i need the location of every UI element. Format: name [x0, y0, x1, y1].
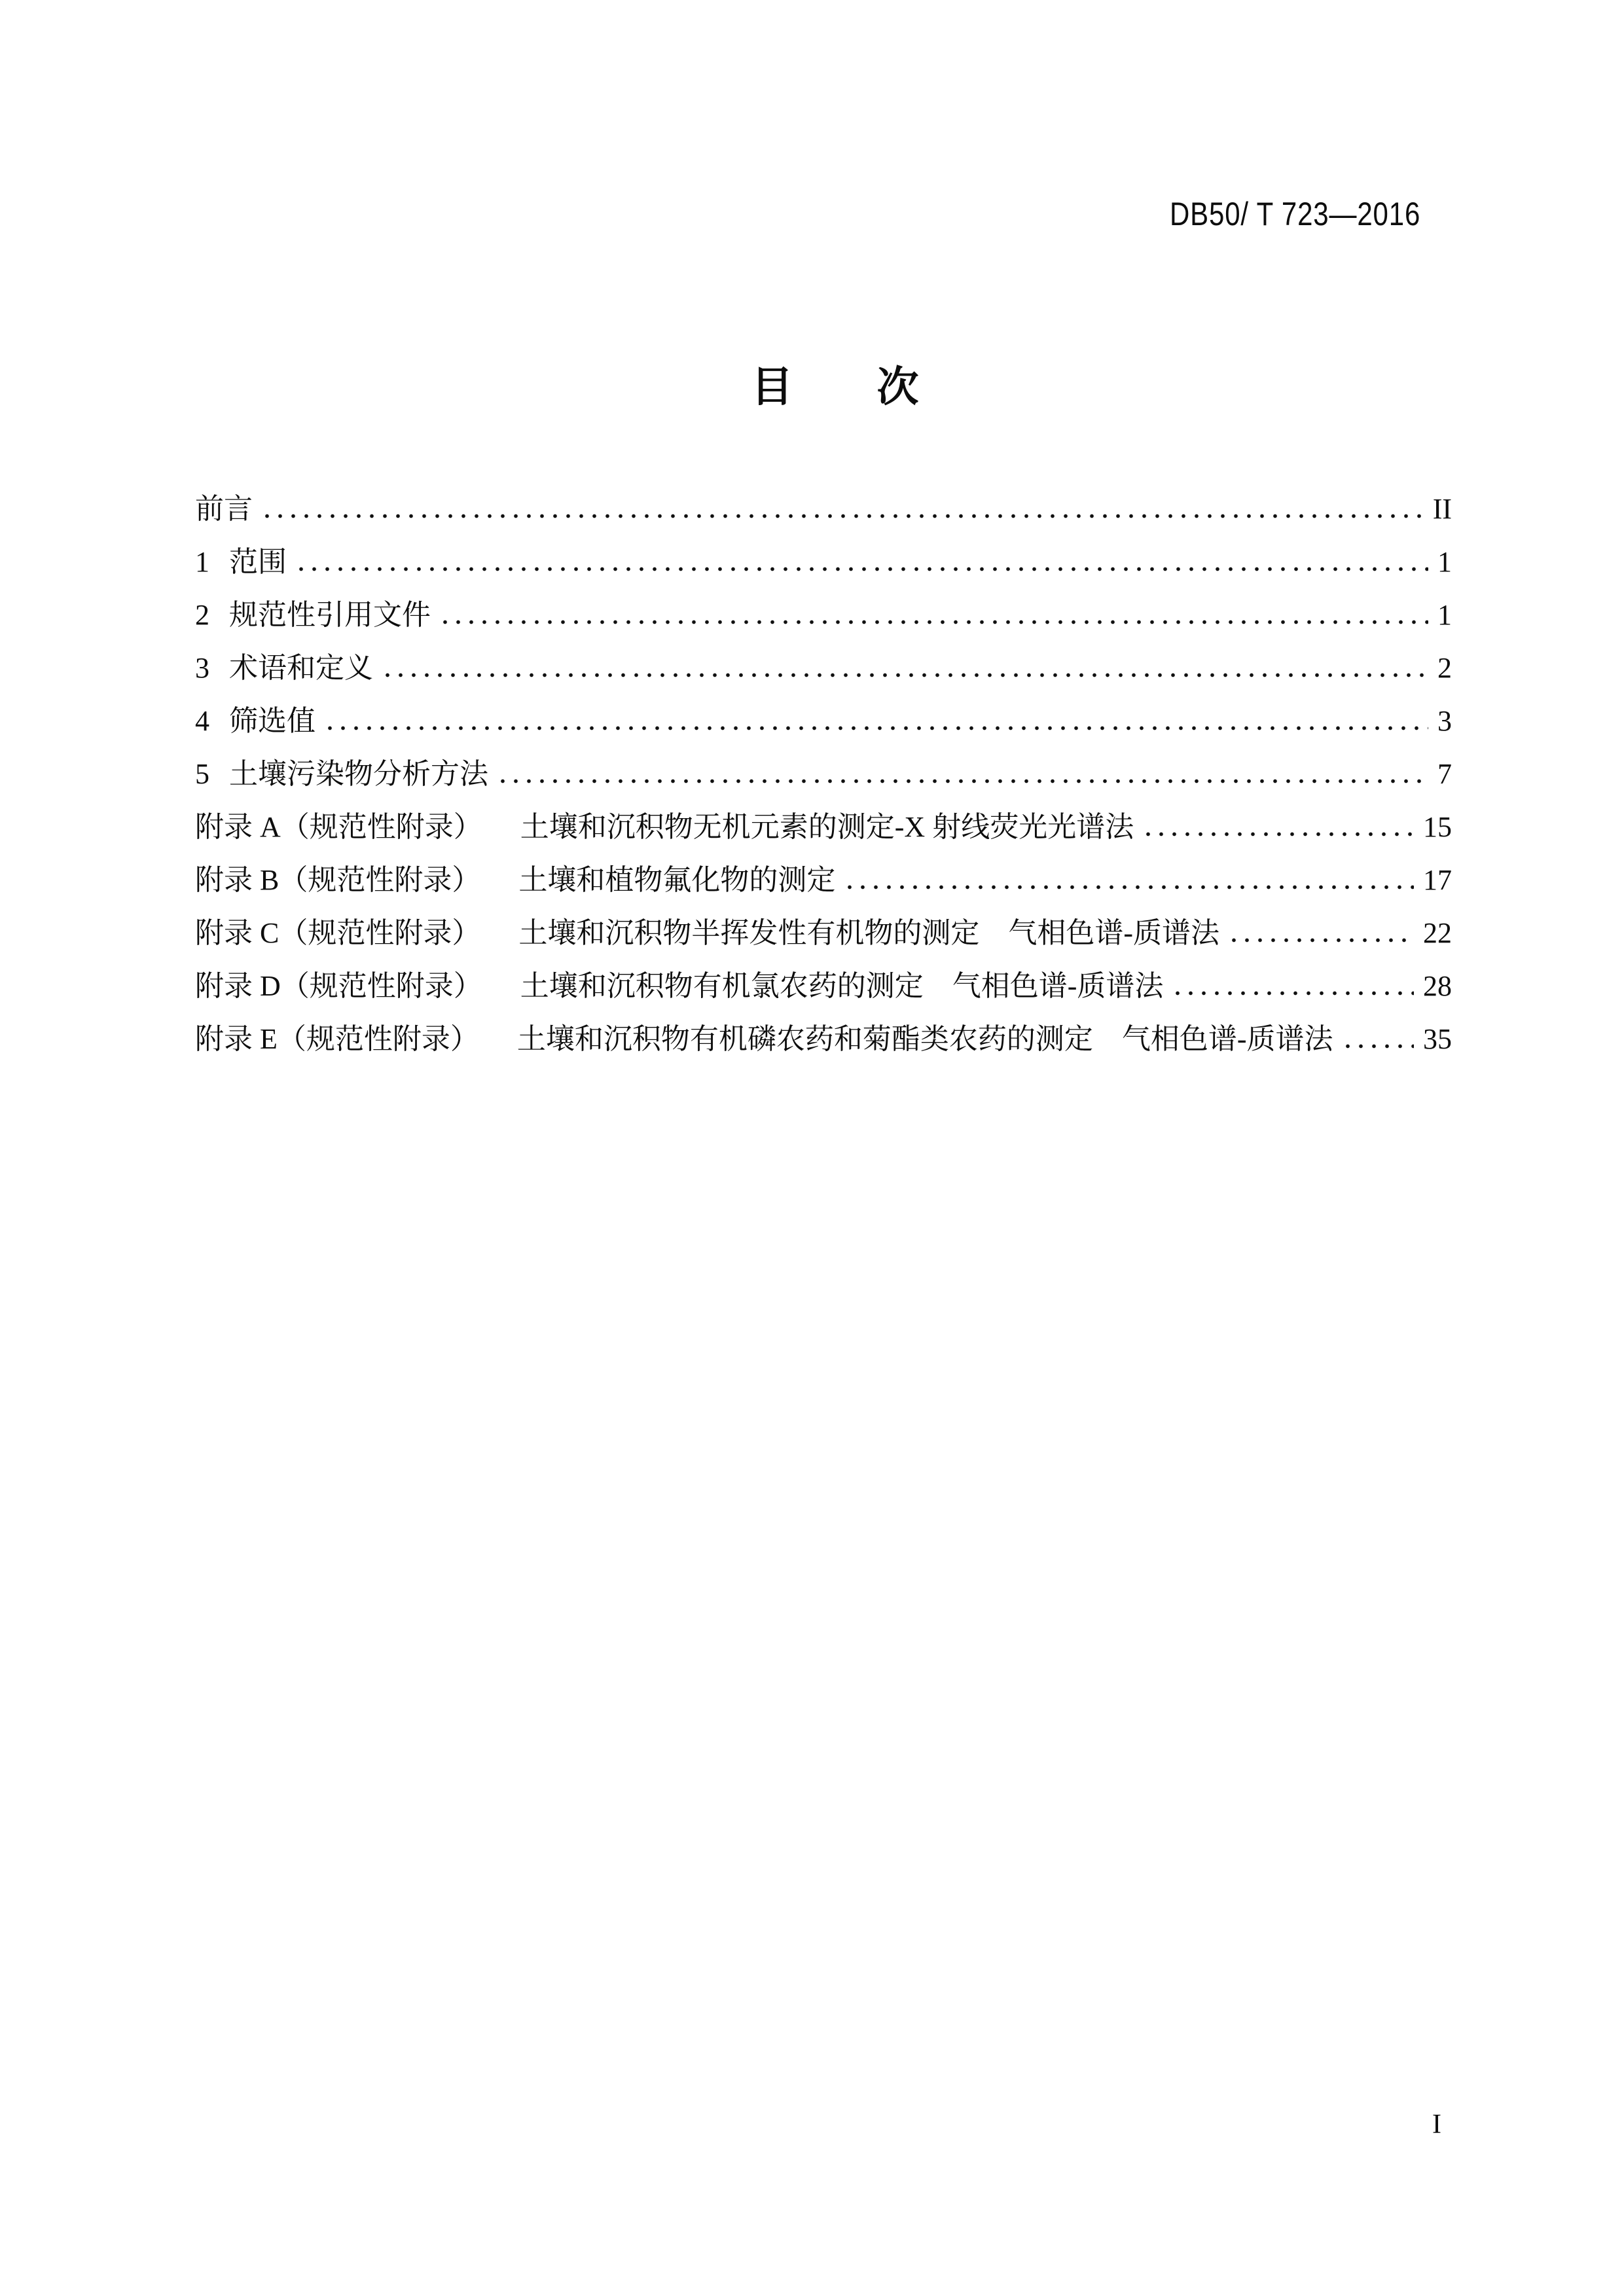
toc-entry-prefix: 附录 A（规范性附录） — [195, 811, 482, 843]
toc-entry-page: 28 — [1423, 970, 1452, 1002]
toc-list — [195, 482, 1452, 1066]
toc-entry-page: 1 — [1437, 599, 1452, 631]
toc-entry-page: 2 — [1437, 652, 1452, 684]
toc-dot-leader — [1140, 832, 1414, 836]
toc-entry-page: 15 — [1423, 811, 1452, 843]
toc-dot-leader — [259, 514, 1424, 518]
toc-entry — [195, 1013, 1452, 1066]
toc-entry — [195, 588, 1452, 641]
toc-entry-title: 土壤和沉积物无机元素的测定-X 射线荧光光谱法 — [520, 811, 1134, 843]
toc-entry — [195, 800, 1452, 853]
toc-entry-prefix: 3 — [195, 652, 209, 684]
toc-dot-leader — [437, 620, 1428, 624]
toc-dot-leader — [380, 673, 1428, 677]
toc-entry-prefix: 附录 E（规范性附录） — [195, 1023, 479, 1055]
toc-entry-title: 术语和定义 — [229, 652, 373, 684]
toc-entry-title: 土壤和沉积物有机磷农药和菊酯类农药的测定 气相色谱-质谱法 — [516, 1023, 1333, 1055]
toc-entry-page: 1 — [1437, 546, 1452, 578]
toc-entry-title: 规范性引用文件 — [229, 599, 431, 631]
toc-entry-title: 土壤污染物分析方法 — [229, 758, 488, 790]
toc-dot-leader — [1170, 991, 1414, 996]
toc-entry — [195, 641, 1452, 694]
toc-entry-page: 17 — [1423, 864, 1452, 896]
toc-entry — [195, 694, 1452, 747]
toc-entry-prefix: 1 — [195, 546, 209, 578]
toc-entry — [195, 535, 1452, 588]
toc-entry-title: 筛选值 — [229, 705, 316, 737]
toc-dot-leader — [1226, 938, 1414, 942]
toc-entry-prefix: 附录 B（规范性附录） — [195, 864, 481, 896]
toc-entry-prefix: 2 — [195, 599, 209, 631]
page-number-footer: I — [1432, 2109, 1441, 2140]
standard-code-header: DB50/ T 723—2016 — [1169, 196, 1420, 232]
toc-entry-page: 7 — [1437, 758, 1452, 790]
toc-dot-leader — [322, 726, 1428, 730]
toc-dot-leader — [842, 885, 1414, 889]
toc-entry-page: II — [1432, 493, 1452, 525]
toc-entry — [195, 906, 1452, 960]
toc-entry-title: 土壤和沉积物有机氯农药的测定 气相色谱-质谱法 — [520, 970, 1164, 1002]
toc-dot-leader — [1340, 1044, 1414, 1049]
toc-entry-page: 35 — [1423, 1023, 1452, 1055]
toc-entry-prefix: 5 — [195, 758, 209, 790]
toc-entry — [195, 960, 1452, 1013]
toc-entry-prefix: 附录 D（规范性附录） — [195, 970, 482, 1002]
toc-entry — [195, 853, 1452, 906]
toc-entry — [195, 482, 1452, 535]
toc-entry-prefix: 4 — [195, 705, 209, 737]
toc-entry-page: 3 — [1437, 705, 1452, 737]
toc-dot-leader — [293, 567, 1428, 571]
toc-entry-title: 土壤和植物氟化物的测定 — [518, 864, 836, 896]
toc-entry-page: 22 — [1423, 917, 1452, 949]
toc-entry-title: 范围 — [229, 546, 287, 578]
toc-dot-leader — [495, 779, 1428, 783]
toc-entry — [195, 747, 1452, 800]
toc-entry-title: 土壤和沉积物半挥发性有机物的测定 气相色谱-质谱法 — [518, 917, 1220, 949]
toc-entry-title: 前言 — [195, 493, 253, 525]
toc-entry-prefix: 附录 C（规范性附录） — [195, 917, 481, 949]
toc-title: 目 次 — [751, 363, 919, 410]
